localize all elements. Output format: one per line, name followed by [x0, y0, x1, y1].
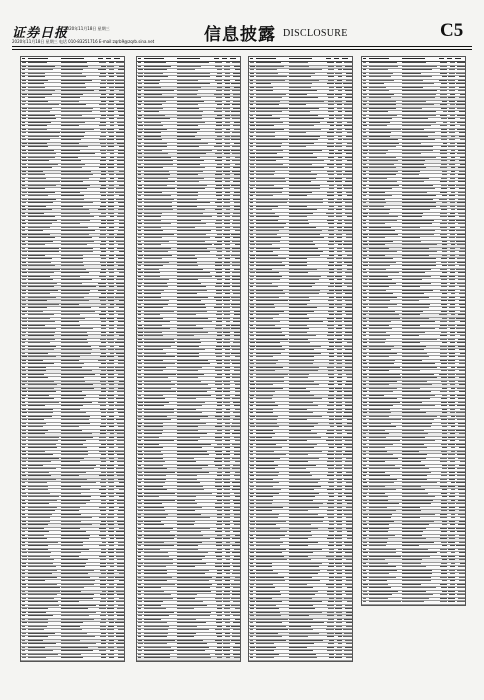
table-row	[21, 661, 124, 663]
logo-subtitle: 2020年11月18日 星期三	[64, 26, 110, 31]
table-row	[137, 661, 240, 663]
table-row	[362, 605, 465, 607]
header-rule	[12, 46, 472, 47]
page-number: C5	[440, 20, 464, 41]
table-row	[249, 661, 352, 663]
header-rule-thin	[12, 49, 472, 50]
section-title-en: DISCLOSURE	[283, 28, 348, 39]
table-column-4	[361, 56, 466, 606]
table-column-3	[248, 56, 353, 662]
table-column-2	[136, 56, 241, 662]
newspaper-logo: 证券日报	[12, 26, 69, 41]
dateline: 2020年11月18日 星期三 电话 010-83251716 E-mail:zqrb9@zqrb.sina.net	[12, 39, 155, 44]
table-column-1	[20, 56, 125, 662]
masthead	[12, 22, 212, 46]
section-title-cn: 信息披露	[204, 25, 276, 45]
